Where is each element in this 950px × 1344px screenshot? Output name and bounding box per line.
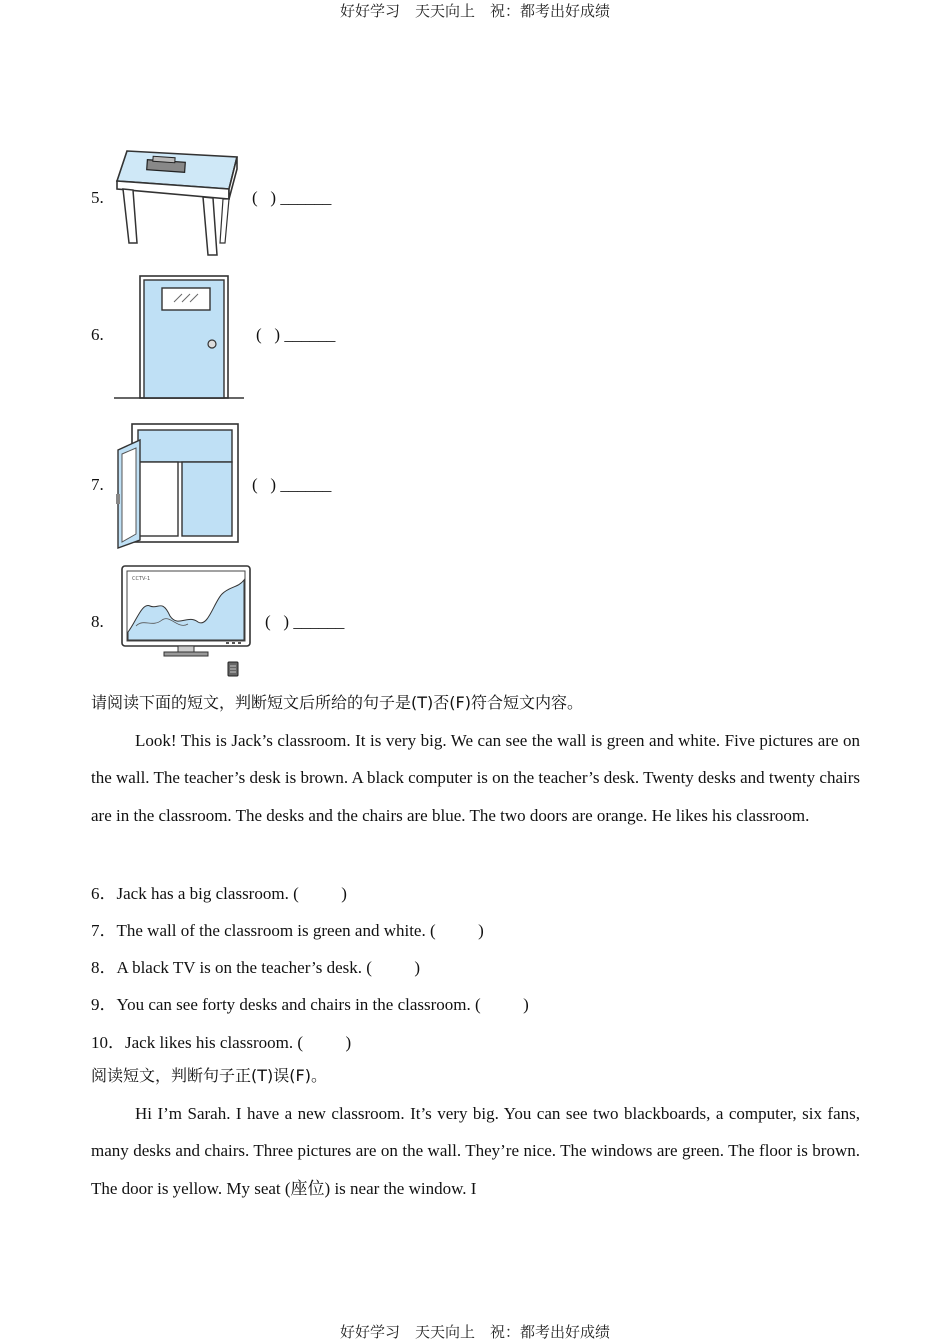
desk-picture bbox=[113, 143, 243, 257]
section2-passage: Hi I’m Sarah. I have a new classroom. It’s very big. You can see two blackboards, a computer, six fans, many desks and chairs. Three pictures are on the wall. They’re nice. The windows are green. The floor is brown. The door is yellow. My seat (座位) is near the window. I bbox=[91, 1104, 860, 1198]
section1-passage: Look! This is Jack’s classroom. It is very big. We can see the wall is green and white. Five pictures are on the wall. The teacher’s desk is brown. A black computer is on the teacher’s desk. Twenty desks and twenty chairs are in the classroom. The desks and the chairs are blue. The two doors are orange. He likes his classroom. bbox=[91, 731, 860, 825]
window-picture bbox=[114, 422, 242, 552]
answer-blank[interactable]: ( ) ______ bbox=[265, 612, 345, 631]
answer-blank[interactable]: ( ) ______ bbox=[256, 325, 336, 344]
door-picture bbox=[112, 272, 248, 402]
item-number: 7. bbox=[91, 475, 104, 494]
question-9: 9．You can see forty desks and chairs in the classroom. ( ) bbox=[91, 995, 529, 1014]
item-number: 8. bbox=[91, 612, 104, 631]
page-header: 好好学习 天天向上 祝：都考出好成绩 bbox=[339, 2, 610, 20]
section2-instruction: 阅读短文，判断句子正(T)误(F)。 bbox=[91, 1066, 327, 1085]
answer-blank[interactable]: ( ) ______ bbox=[252, 188, 332, 207]
section1-instruction: 请阅读下面的短文，判断短文后所给的句子是(T)否(F)符合短文内容。 bbox=[91, 693, 583, 712]
item-number: 5. bbox=[91, 188, 104, 207]
answer-blank[interactable]: ( ) ______ bbox=[252, 475, 332, 494]
question-10: 10．Jack likes his classroom. ( ) bbox=[91, 1033, 352, 1052]
question-7: 7．The wall of the classroom is green and white. ( ) bbox=[91, 921, 484, 940]
page-footer: 好好学习 天天向上 祝：都考出好成绩 bbox=[339, 1323, 610, 1341]
question-6: 6．Jack has a big classroom. ( ) bbox=[91, 884, 347, 903]
question-8: 8．A black TV is on the teacher’s desk. ( ) bbox=[91, 958, 421, 977]
svg-text:CCTV-1: CCTV-1 bbox=[132, 576, 151, 582]
tv-picture bbox=[118, 562, 254, 680]
item-number: 6. bbox=[91, 325, 104, 344]
